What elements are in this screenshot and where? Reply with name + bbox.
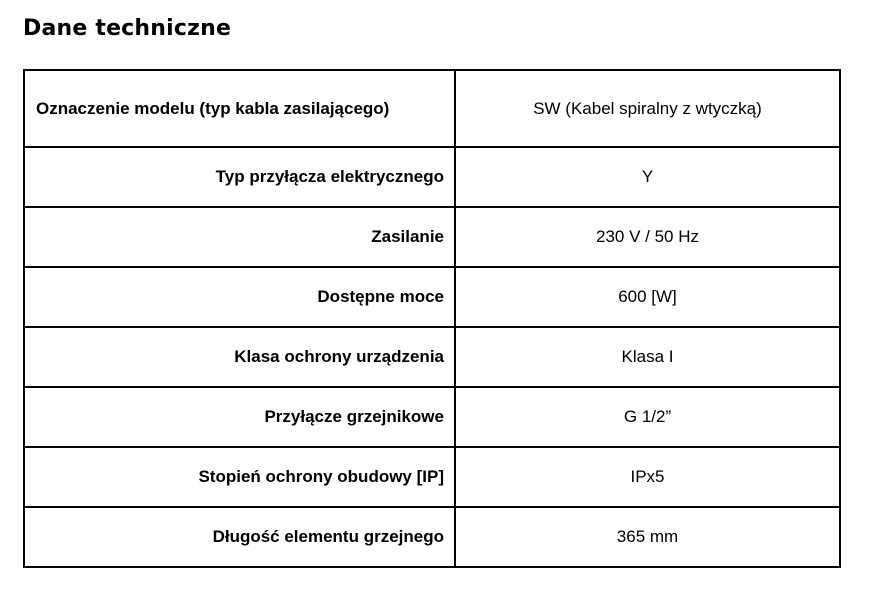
table-row	[24, 207, 840, 267]
spec-value: Y	[455, 147, 840, 207]
spec-label: Długość elementu grzejnego	[24, 507, 455, 567]
spec-label: Dostępne moce	[24, 267, 455, 327]
spec-value: IPx5	[455, 447, 840, 507]
spec-label: Oznaczenie modelu (typ kabla zasilającego)	[24, 70, 455, 147]
table-row	[24, 387, 840, 447]
spec-value: 230 V / 50 Hz	[455, 207, 840, 267]
spec-label: Typ przyłącza elektrycznego	[24, 147, 455, 207]
page-title: Dane techniczne	[23, 16, 232, 41]
spec-label: Zasilanie	[24, 207, 455, 267]
spec-value: 365 mm	[455, 507, 840, 567]
spec-value: G 1/2”	[455, 387, 840, 447]
table-row	[24, 147, 840, 207]
table-row	[24, 70, 840, 147]
spec-value: 600 [W]	[455, 267, 840, 327]
spec-label: Klasa ochrony urządzenia	[24, 327, 455, 387]
technical-specs-table	[23, 69, 841, 568]
spec-label: Stopień ochrony obudowy [IP]	[24, 447, 455, 507]
table-row	[24, 447, 840, 507]
spec-value: SW (Kabel spiralny z wtyczką)	[455, 70, 840, 147]
table-row	[24, 327, 840, 387]
table-row	[24, 507, 840, 567]
spec-label: Przyłącze grzejnikowe	[24, 387, 455, 447]
spec-value: Klasa I	[455, 327, 840, 387]
table-row	[24, 267, 840, 327]
